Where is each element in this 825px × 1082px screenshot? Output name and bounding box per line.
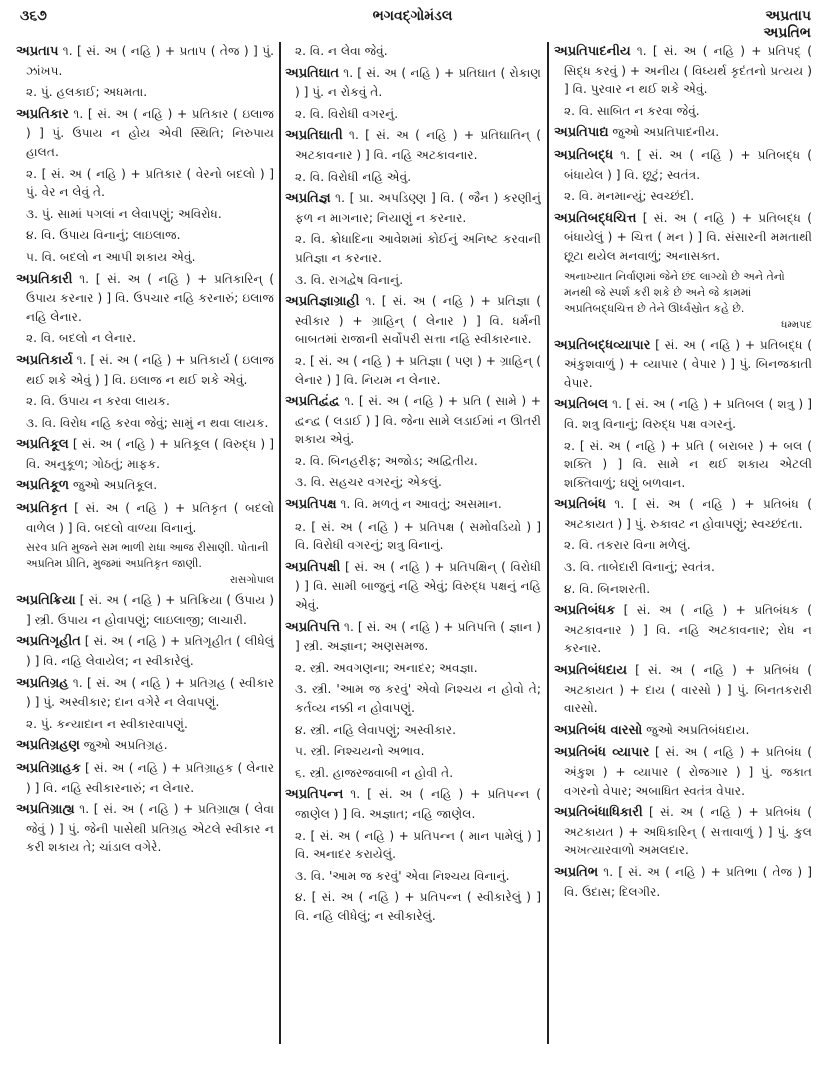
entry-sense [285, 659, 541, 678]
column-3 [554, 42, 812, 1042]
definition-text: ૨. પું. હલકાઈ; અધમતા. [26, 85, 148, 100]
headword: અપ્રતિપાદ્ય [554, 125, 609, 141]
dictionary-columns [0, 42, 825, 1078]
definition-text: જુઓ અપ્રતિગ્રહ. [79, 738, 168, 753]
definition-text: ૫. સ્ત્રી. નિશ્ચયનો અભાવ. [295, 744, 425, 759]
headword: અપ્રતિગ્રહ [16, 675, 69, 691]
definition-text: ૨. વિ. મનમાન્યું; સ્વચ્છંદી. [564, 189, 695, 204]
headword: અપ્રતાપ [16, 44, 59, 59]
definition-text: ૨. પું. કન્યાદાન ન સ્વીકારવાપણું. [26, 716, 188, 731]
headword: અપ્રતિપત્તિ [285, 619, 341, 635]
guide-word-first: અપ્રતાપ [765, 8, 811, 24]
definition-text: ૧. [ સં. અ ( નહિ ) + પ્રતિગ્રહ ( સ્વીકાર ) ] પું. અસ્વીકાર; દાન વગેરે ન લેવાપણું. [26, 675, 274, 710]
headword: અપ્રતિબદ્ધ [554, 147, 614, 163]
definition-text: ૧. [ સં. અ ( નહિ ) + પ્રતિકાર ( ઇલાજ ) ] પું. ઉપાય ન હોય એવી સ્થિતિ; નિરુપાય હાલત. [26, 106, 274, 159]
definition-text: ૨. વિ. ઉપાય ન કરવા લાયક. [26, 394, 170, 409]
dictionary-entry [285, 785, 541, 823]
headword: અપ્રતિકૂલ [16, 437, 69, 453]
dictionary-entry [554, 146, 812, 184]
headword: અપ્રતિપક્ષી [285, 559, 341, 575]
dictionary-entry [285, 126, 541, 164]
definition-text: ૨. [ સં. અ ( નહિ ) + પ્રતિ ( બરાબર ) + બલ ( શક્તિ ) ] વિ. સામે ન થઈ શકાય એટલી શક્તિવાળું; ઘણું બળવાન. [564, 438, 812, 490]
definition-text: ૧. [ સં. અ ( નહિ ) + પ્રતાપ ( તેજ ) ] પું. ઝાંખપ. [26, 44, 274, 78]
page-header [0, 6, 825, 46]
headword: અપ્રતિકારી [16, 271, 73, 287]
entry-sense [16, 83, 274, 102]
dictionary-entry [554, 395, 812, 433]
dictionary-entry [16, 476, 274, 496]
definition-text: ૩. વિ. 'આમ જ કરવું' એવા નિશ્ચય વિનાનું. [295, 868, 510, 883]
definition-text: [ સં. અ ( નહિ ) + પ્રતિપક્ષિન્ ( વિરોધી ) ] વિ. સામી બાજુનું નહિ એવું; વિરુદ્ધ પક્ષનું નહિ એવું. [295, 559, 541, 613]
definition-text: જુઓ અપ્રતિપાદનીય. [608, 125, 720, 140]
headword: અપ્રતિગ્રહણ [16, 738, 80, 754]
dictionary-entry [16, 759, 274, 797]
definition-text: [ સં. અ ( નહિ ) + પ્રતિબદ્ધ ( અંકુશવાળું ) + વ્યાપાર ( વેપાર ) ] પું. બિનજકાતી વેપાર. [564, 337, 812, 390]
headword: અપ્રતિબંધક [554, 603, 616, 619]
definition-text: ૪. સ્ત્રી. નહિ લેવાપણું; અસ્વીકાર. [295, 722, 456, 737]
entry-sense [285, 42, 541, 61]
running-title: ભગવદ્ગોમંડલ [372, 8, 453, 24]
citation-quote [26, 540, 274, 588]
dictionary-entry [554, 803, 812, 860]
dictionary-entry [285, 618, 541, 656]
definition-text: ૧. [ સં. અ ( નહિ ) + પ્રતિઘાત ( રોકાણ ) ] પું. ન રોકવું તે. [295, 65, 541, 100]
definition-text: [ સં. અ ( નહિ ) + પ્રતિબંધ ( અટકાયત ) + અધિકારિન્ ( સત્તાવાળું ) ] પું. કુલ અખત્યારવાળો અમલદાર. [564, 805, 812, 858]
definition-text: જુઓ અપ્રતિકૂલ. [69, 478, 158, 493]
headword: અપ્રતિકૂળ [16, 478, 70, 494]
entry-sense [285, 271, 541, 290]
definition-text: ૨. વિ. બદલો ન લેનાર. [26, 331, 137, 346]
guide-words [763, 8, 811, 42]
dictionary-entry [285, 558, 541, 615]
definition-text: ૧. વિ. મળતું ન આવતું; અસમાન. [336, 497, 502, 512]
entry-sense [16, 226, 274, 245]
definition-text: [ સં. અ ( નહિ ) + પ્રતિગ્રાહક ( લેનાર ) ] વિ. નહિ સ્વીકારનારું; ન લેનાર. [26, 761, 274, 795]
dictionary-entry [285, 64, 541, 102]
definition-text: ૩. પું. સામાં પગલાં ન લેવાપણું; અવિરોધ. [26, 206, 222, 221]
entry-sense [285, 168, 541, 187]
definition-text: ૨. વિ. સાબિત ન કરવા જેવું. [564, 103, 700, 118]
entry-sense [554, 536, 812, 555]
definition-text: ૨. વિ. બિનહરીફ; અજોડ; અદ્વિતીય. [295, 453, 478, 468]
definition-text: ૨. વિ. વિરોધી નહિ એવું. [295, 169, 412, 184]
entry-sense [16, 205, 274, 224]
entry-sense [16, 165, 274, 202]
entry-sense [285, 827, 541, 864]
definition-text: ૩. વિ. રાગદ્વેષ વિનાનું. [295, 272, 404, 287]
definition-text: ૨. [ સં. અ ( નહિ ) + પ્રતિપક્ષ ( સમોવડિયો ) ] વિ. વિરોધી વગરનું; શત્રુ વિનાનું. [295, 519, 541, 553]
entry-sense [285, 518, 541, 555]
dictionary-entry [16, 435, 274, 473]
entry-sense [285, 888, 541, 925]
definition-text: [ સં. અ ( નહિ ) + પ્રતિબંધક ( અટકાવનાર ) ] વિ. નહિ અટકાવનાર; રોધ ન કરનાર. [564, 603, 812, 656]
dictionary-entry [554, 661, 812, 718]
dictionary-entry [285, 392, 541, 449]
dictionary-entry [16, 42, 274, 80]
headword: અપ્રતિઘાત [285, 65, 340, 81]
definition-text: ૩. સ્ત્રી. 'આમ જ કરવું' એવો નિશ્ચય ન હોવો તે; કર્તવ્ય નક્કી ન હોવાપણું. [295, 682, 541, 715]
dictionary-entry [16, 736, 274, 756]
headword: અપ્રતિકાર્ય [16, 352, 73, 368]
definition-text: ૨. [ સં. અ ( નહિ ) + પ્રતિપન્ન ( માન પામેલું ) ] વિ. અનાદર કરાયેલું. [295, 828, 541, 862]
definition-text: ૨. [ સં. અ ( નહિ ) + પ્રતિજ્ઞા ( પણ ) + ગ્રાહિન્ ( લેનાર ) ] વિ. નિયમ ન લેનાર. [295, 353, 541, 387]
definition-text: [ સં. અ ( નહિ ) + પ્રતિક્રિયા ( ઉપાય ) ] સ્ત્રી. ઉપાય ન હોવાપણું; લાઇલાજી; લાચારી. [26, 593, 274, 627]
entry-sense [285, 473, 541, 492]
headword: અપ્રતિભ [554, 864, 599, 880]
definition-text: ૩. વિ. સહચર વગરનું; એકલું. [295, 475, 442, 490]
dictionary-entry [16, 800, 274, 857]
dictionary-entry [554, 495, 812, 533]
definition-text: ૪. વિ. ઉપાય વિનાનું; લાઇલાજ. [26, 228, 181, 243]
definition-text: ૧. [ સં. અ ( નહિ ) + પ્રતિકારિન્ ( ઉપાય કરનાર ) ] વિ. ઉપચાર નહિ કરનારું; ઇલાજ નહિ લેનાર. [26, 271, 274, 324]
entry-sense [285, 352, 541, 389]
definition-text: [ સં. અ ( નહિ ) + પ્રતિકૂલ ( વિરુદ્ધ ) ] વિ. અનુકૂળ; ગોઠતું; માફક. [26, 437, 274, 471]
headword: અપ્રતિજ્ઞાગ્રાહી [285, 294, 360, 310]
quote-text: અનાખ્યાત નિર્વાણમાં જેને છંદ લાગ્યો છે અને તેનો મનથી જે સ્પર્શ કરી શકે છે અને જે કામમાં અપ્રતિબદ્ધચિત્ત છે તેને ઊર્ધ્વસ્રોત કહે છે. [564, 269, 785, 315]
definition-text: ૧. [ સં. અ ( નહિ ) + પ્રતિઘાતિન્ ( અટકાવનાર ) ] વિ. નહિ અટકાવનાર. [295, 128, 541, 162]
headword: અપ્રતિગૃહીત [16, 634, 81, 650]
definition-text: ૨. [ સં. અ ( નહિ ) + પ્રતિકાર ( વેરનો બદલો ) ] પું. વેર ન લેવું તે. [26, 166, 274, 200]
dictionary-entry [16, 632, 274, 670]
dictionary-entry [16, 270, 274, 327]
dictionary-entry [16, 591, 274, 629]
page-number: ૩૬૭ [20, 8, 47, 24]
definition-text: ૧. [ સં. અ ( નહિ ) + પ્રતિબંધ ( અટકાયત ) ] પું. રુકાવટ ન હોવાપણું; સ્વચ્છંદતા. [564, 497, 812, 531]
dictionary-entry [16, 351, 274, 389]
headword: અપ્રતિઘાતી [285, 128, 343, 144]
headword: અપ્રતિજ્ઞ [285, 191, 331, 207]
definition-text: ૧. [ સં. અ ( નહિ ) + પ્રતિ ( સામે ) + દ્વન્દ્વ ( લડાઈ ) ] વિ. જેના સામે લડાઈમાં ન ઊતરી શકાય એવું. [295, 394, 541, 447]
definition-text: ૨. વિ. ન લેવા જેવું. [295, 44, 388, 58]
definition-text: જુઓ અપ્રતિબંધદાય. [642, 722, 750, 737]
definition-text: [ સં. અ ( નહિ ) + પ્રતિબંધ ( અંકુશ ) + વ્યાપાર ( રોજગાર ) ] પું. જકાત વગરનો વેપાર; અબાધિત સ્વતંત્ર વેપાર. [564, 745, 812, 798]
dictionary-entry [285, 189, 541, 227]
definition-text: ૬. સ્ત્રી. હાજરજવાબી ન હોવી તે. [295, 765, 454, 780]
entry-sense [285, 105, 541, 124]
dictionary-entry [554, 863, 812, 901]
headword: અપ્રતિબંધાધિકારી [554, 805, 643, 821]
entry-sense [16, 414, 274, 433]
entry-sense [285, 742, 541, 761]
entry-sense [285, 680, 541, 717]
definition-text: ૪. [ સં. અ ( નહિ ) + પ્રતિપન્ન ( સ્વીકારેલું ) ] વિ. નહિ લીધેલું; ન સ્વીકારેલું. [295, 890, 541, 923]
definition-text: ૩. વિ. તાબેદારી વિનાનું; સ્વતંત્ર. [564, 560, 715, 575]
headword: અપ્રતિબંધ વ્યાપાર [554, 745, 650, 761]
definition-text: ૩. વિ. વિરોધ નહિ કરવા જેવું; સામું ન થવા લાયક. [26, 415, 269, 430]
headword: અપ્રતિબંધ વારસો [554, 722, 643, 738]
definition-text: ૪. વિ. બિનશરતી. [564, 581, 651, 596]
definition-text: ૧. [ સં. અ ( નહિ ) + પ્રતિબદ્ધ ( બંધાયેલ ) ] વિ. છૂટું; સ્વતંત્ર. [564, 147, 812, 182]
column-2 [285, 42, 541, 1042]
headword: અપ્રતિબદ્ધચિત્ત [554, 210, 637, 226]
headword: અપ્રતિદ્વંદ્વ [285, 394, 340, 410]
headword: અપ્રતિબંધ [554, 497, 606, 513]
entry-sense [554, 558, 812, 577]
dictionary-entry [554, 601, 812, 658]
definition-text: ૨. વિ. વિરોધી વગરનું. [295, 106, 399, 121]
definition-text: [ સં. અ ( નહિ ) + પ્રતિબંધ ( અટકાયત ) + દાય ( વારસો ) ] પું. બિનતકરારી વારસો. [564, 663, 812, 716]
dictionary-entry [554, 42, 812, 99]
headword: અપ્રતિક્રિયા [16, 593, 76, 609]
entry-sense [16, 392, 274, 411]
entry-sense [554, 187, 812, 206]
headword: અપ્રતિપાદનીય [554, 44, 631, 59]
entry-sense [285, 764, 541, 783]
entry-sense [554, 437, 812, 493]
entry-sense [285, 721, 541, 740]
definition-text: ૨. વિ. તકરાર વિના મળેલું. [564, 538, 691, 553]
definition-text: ૧. [ સં. અ ( નહિ ) + પ્રતિપત્તિ ( જ્ઞાન ) ] સ્ત્રી. અજ્ઞાન; અણસમજ. [295, 619, 541, 654]
headword: અપ્રતિપક્ષ [285, 497, 337, 513]
headword: અપ્રતિબલ [554, 397, 608, 413]
entry-sense [285, 230, 541, 267]
definition-text: ૫. વિ. બદલો ન આપી શકાય એવું. [26, 249, 196, 264]
quote-text: સરવ પ્રતિ મુજને સમ ભાળી રાધા આજ રીસાણી. પોતાની અપ્રતિમ પ્રીતિ, મુજમાં અપ્રતિકૃત જાણી. [26, 541, 269, 571]
dictionary-entry [554, 209, 812, 266]
definition-text: ૨. સ્ત્રી. અવગણના; અનાદર; અવજ્ઞા. [295, 660, 478, 675]
entry-sense [16, 329, 274, 348]
entry-sense [554, 102, 812, 121]
headword: અપ્રતિબંધદાય [554, 663, 628, 679]
headword: અપ્રતિકાર [16, 106, 69, 122]
headword: અપ્રતિગ્રાહક [16, 761, 81, 776]
entry-sense [554, 580, 812, 599]
quote-source: રાસગોપાલ [229, 574, 274, 587]
definition-text: [ સં. અ ( નહિ ) + પ્રતિગૃહીત ( લીધેલું ) ] વિ. નહિ લેવાયેલ; ન સ્વીકારેલું. [26, 634, 274, 669]
definition-text: ૨. વિ. ક્રોધાદિના આવેશમાં કોઈનું અનિષ્ટ કરવાની પ્રતિજ્ઞા ન કરનાર. [295, 232, 541, 265]
dictionary-entry [554, 743, 812, 800]
definition-text: ૧. [ સં. અ ( નહિ ) + પ્રતિબલ ( શત્રુ ) ] વિ. શત્રુ વિનાનું; વિરુદ્ધ પક્ષ વગરનું. [564, 397, 812, 431]
guide-word-last: અપ્રતિભ [763, 25, 811, 41]
dictionary-entry [285, 292, 541, 349]
entry-sense [285, 452, 541, 471]
headword: અપ્રતિગ્રાહ્ય [16, 802, 75, 818]
entry-sense [285, 867, 541, 886]
definition-text: ૧. [ સં. અ ( નહિ ) + પ્રતિકાર્ય ( ઇલાજ થઈ શકે એવું ) ] વિ. ઇલાજ ન થઈ શકે એવું. [26, 352, 274, 387]
definition-text: ૧. [ સં. અ ( નહિ ) + પ્રતિગ્રાહ્ય ( લેવા જેવું ) ] પું. જેની પાસેથી પ્રતિગ્રહ એટલે સ્વીકાર ન કરી શકાય તે; ચાંડાલ વગેરે. [26, 802, 274, 855]
dictionary-entry [16, 499, 274, 537]
column-1 [16, 42, 274, 1042]
definition-text: ૧. [ સં. અ ( નહિ ) + પ્રતિજ્ઞા ( સ્વીકાર ) + ગ્રાહિન્ ( લેનાર ) ] વિ. ધર્મની બાબતમાં રાજાની સર્વોપરી સત્તા નહિ સ્વીકારનાર. [295, 294, 541, 347]
dictionary-entry [554, 721, 812, 741]
definition-text: ૧. [ પ્રા. અપડિણ્ણ ] વિ. ( જૈન ) કરણીનું ફળ ન માગનાર; નિયાણું ન કરનાર. [295, 191, 541, 225]
dictionary-entry [16, 105, 274, 162]
quote-source: ધમ્મપદ [781, 318, 812, 331]
definition-text: ૧. [ સં. અ ( નહિ ) + પ્રતિપન્ન ( જાણેલ ) ] વિ. અજ્ઞાત; નહિ જાણેલ. [295, 787, 541, 821]
column-divider [547, 42, 549, 1044]
citation-quote [564, 269, 812, 333]
column-divider [279, 42, 281, 1044]
entry-sense [16, 248, 274, 267]
entry-sense [16, 715, 274, 734]
definition-text: ૧. [ સં. અ ( નહિ ) + પ્રતિભા ( તેજ ) ] વિ. ઉદાસ; દિલગીર. [564, 864, 812, 899]
dictionary-entry [285, 495, 541, 515]
headword: અપ્રતિપન્ન [285, 787, 344, 803]
dictionary-entry [554, 123, 812, 143]
dictionary-entry [554, 336, 812, 393]
definition-text: ૧. [ સં. અ ( નહિ ) + પ્રતિપદ્ ( સિદ્ધ કરવું ) + અનીય ( વિધ્યર્થ કૃદંતનો પ્રત્યય ) ] વિ. પુરવાર ન થઈ શકે એવું. [564, 44, 812, 97]
headword: અપ્રતિબદ્ધવ્યાપાર [554, 337, 651, 353]
definition-text: [ સં. અ ( નહિ ) + પ્રતિકૃત ( બદલો વાળેલ ) ] વિ. બદલો વાળ્યા વિનાનું. [26, 501, 274, 535]
dictionary-entry [16, 674, 274, 712]
definition-text: [ સં. અ ( નહિ ) + પ્રતિબદ્ધ ( બંધાયેલું ) + ચિત્ત ( મન ) ] વિ. સંસારની મમતાથી છૂટા થયેલ મનવાળું; અનાસક્ત. [564, 210, 812, 263]
headword: અપ્રતિકૃત [16, 501, 68, 517]
